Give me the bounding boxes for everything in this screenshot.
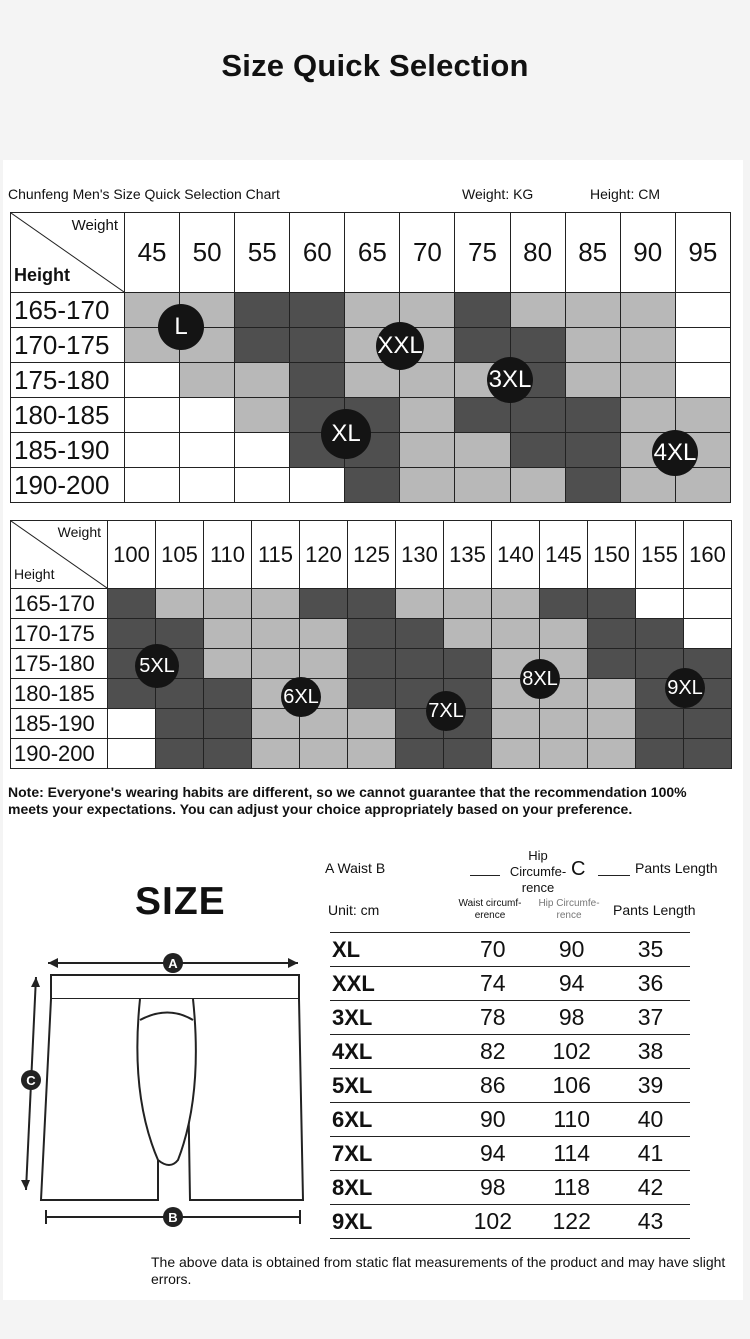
size-cell xyxy=(565,293,620,328)
size-label: 3XL xyxy=(330,1001,453,1035)
size-cell xyxy=(455,293,510,328)
length-value: 36 xyxy=(611,967,690,1001)
height-row-header: 190-200 xyxy=(11,739,108,769)
hip-value: 118 xyxy=(532,1171,611,1205)
size-cell xyxy=(348,589,396,619)
size-cell xyxy=(235,468,290,503)
size-cell xyxy=(675,398,730,433)
col-waist-header: Waist circumf- erence xyxy=(458,898,522,921)
size-cell xyxy=(620,398,675,433)
size-cell xyxy=(510,468,565,503)
length-value: 43 xyxy=(611,1205,690,1239)
weight-header: 70 xyxy=(400,213,455,293)
size-cell xyxy=(300,619,348,649)
height-row-header: 170-175 xyxy=(11,328,125,363)
length-value: 38 xyxy=(611,1035,690,1069)
size-cell xyxy=(588,679,636,709)
size-cell xyxy=(636,709,684,739)
size-cell xyxy=(156,589,204,619)
boxer-brief-diagram-icon xyxy=(18,945,318,1235)
size-cell xyxy=(675,328,730,363)
size-cell xyxy=(125,398,180,433)
height-unit-label: Height: CM xyxy=(590,186,661,202)
size-cell xyxy=(348,649,396,679)
size-cell xyxy=(348,739,396,769)
size-cell xyxy=(108,589,156,619)
size-badge-7xl: 7XL xyxy=(426,691,466,731)
size-cell xyxy=(348,619,396,649)
size-badge-xl: XL xyxy=(321,409,371,459)
size-cell xyxy=(588,739,636,769)
size-cell xyxy=(290,293,345,328)
marker-a: A xyxy=(168,956,178,971)
size-cell xyxy=(684,739,732,769)
size-label: 8XL xyxy=(330,1171,453,1205)
size-cell xyxy=(540,619,588,649)
waist-value: 82 xyxy=(453,1035,532,1069)
size-cell xyxy=(180,398,235,433)
size-cell xyxy=(300,649,348,679)
size-label: 7XL xyxy=(330,1137,453,1171)
measurement-row xyxy=(330,1137,690,1171)
height-row-header: 175-180 xyxy=(11,363,125,398)
waist-value: 74 xyxy=(453,967,532,1001)
size-cell xyxy=(204,619,252,649)
marker-b: B xyxy=(168,1210,178,1225)
weight-header: 140 xyxy=(492,521,540,589)
length-value: 35 xyxy=(611,933,690,967)
size-cell xyxy=(400,468,455,503)
waist-value: 102 xyxy=(453,1205,532,1239)
unit-label: Unit: cm xyxy=(328,902,380,918)
size-cell xyxy=(180,363,235,398)
size-cell xyxy=(510,293,565,328)
size-cell xyxy=(684,589,732,619)
weight-header: 60 xyxy=(290,213,345,293)
legend-dash-right xyxy=(598,875,630,876)
size-badge-6xl: 6XL xyxy=(281,677,321,717)
size-cell xyxy=(444,589,492,619)
col-length-header: Pants Length xyxy=(613,902,696,918)
size-cell xyxy=(444,739,492,769)
fit-note: Note: Everyone's wearing habits are different, so we cannot guarantee that the recommendation 100% meets your expectations. You can adjust your choice appropriately based on your preference. xyxy=(8,784,687,817)
marker-c: C xyxy=(26,1073,36,1088)
height-row-header: 165-170 xyxy=(11,589,108,619)
weight-header: 45 xyxy=(125,213,180,293)
weight-header: 75 xyxy=(455,213,510,293)
size-label: 5XL xyxy=(330,1069,453,1103)
hip-value: 90 xyxy=(532,933,611,967)
size-badge-8xl: 8XL xyxy=(520,659,560,699)
hip-value: 114 xyxy=(532,1137,611,1171)
size-cell xyxy=(300,739,348,769)
size-cell xyxy=(345,468,400,503)
weight-header: 120 xyxy=(300,521,348,589)
size-cell xyxy=(252,739,300,769)
size-cell xyxy=(125,433,180,468)
measurement-row xyxy=(330,1001,690,1035)
weight-header: 65 xyxy=(345,213,400,293)
hip-value: 102 xyxy=(532,1035,611,1069)
size-cell xyxy=(588,589,636,619)
height-row-header: 180-185 xyxy=(11,679,108,709)
size-cell xyxy=(400,293,455,328)
corner-cell xyxy=(11,521,108,589)
size-grid-2 xyxy=(10,520,732,769)
size-cell xyxy=(455,398,510,433)
size-cell xyxy=(492,709,540,739)
size-cell xyxy=(252,589,300,619)
hip-value: 98 xyxy=(532,1001,611,1035)
height-row-header: 180-185 xyxy=(11,398,125,433)
size-cell xyxy=(675,293,730,328)
weight-header: 155 xyxy=(636,521,684,589)
size-cell xyxy=(400,433,455,468)
measurement-row xyxy=(330,1171,690,1205)
waist-value: 94 xyxy=(453,1137,532,1171)
hip-value: 110 xyxy=(532,1103,611,1137)
length-value: 39 xyxy=(611,1069,690,1103)
weight-header: 80 xyxy=(510,213,565,293)
size-cell xyxy=(125,468,180,503)
size-cell xyxy=(108,739,156,769)
weight-header: 105 xyxy=(156,521,204,589)
size-cell xyxy=(455,433,510,468)
legend-pants-length: Pants Length xyxy=(635,860,718,876)
size-cell xyxy=(684,709,732,739)
size-cell xyxy=(510,398,565,433)
corner-cell xyxy=(11,213,125,293)
size-cell xyxy=(620,363,675,398)
corner-height-label: Height xyxy=(14,265,70,285)
waist-value: 86 xyxy=(453,1069,532,1103)
legend-hip: Hip Circumfe- rence xyxy=(509,848,567,895)
weight-header: 85 xyxy=(565,213,620,293)
size-cell xyxy=(125,363,180,398)
size-cell xyxy=(180,433,235,468)
size-badge-9xl: 9XL xyxy=(665,668,705,708)
size-cell xyxy=(204,709,252,739)
size-cell xyxy=(588,619,636,649)
length-value: 40 xyxy=(611,1103,690,1137)
size-badge-xxl: XXL xyxy=(376,322,424,370)
size-cell xyxy=(252,619,300,649)
waist-value: 90 xyxy=(453,1103,532,1137)
size-cell xyxy=(235,433,290,468)
size-cell xyxy=(492,739,540,769)
size-grid-1 xyxy=(10,212,731,503)
size-cell xyxy=(290,328,345,363)
size-label: XL xyxy=(330,933,453,967)
hip-value: 106 xyxy=(532,1069,611,1103)
size-cell xyxy=(300,589,348,619)
size-cell xyxy=(396,589,444,619)
size-cell xyxy=(156,739,204,769)
size-cell xyxy=(235,363,290,398)
size-cell xyxy=(636,619,684,649)
hip-value: 122 xyxy=(532,1205,611,1239)
legend-dash-left xyxy=(470,875,500,876)
size-cell xyxy=(180,468,235,503)
size-cell xyxy=(636,739,684,769)
size-cell xyxy=(455,468,510,503)
size-cell xyxy=(565,328,620,363)
size-cell xyxy=(588,709,636,739)
waist-value: 78 xyxy=(453,1001,532,1035)
size-cell xyxy=(675,363,730,398)
size-cell xyxy=(235,328,290,363)
size-cell xyxy=(620,293,675,328)
weight-header: 50 xyxy=(180,213,235,293)
size-label: 9XL xyxy=(330,1205,453,1239)
weight-header: 100 xyxy=(108,521,156,589)
page-title: Size Quick Selection xyxy=(221,48,529,83)
measurement-row xyxy=(330,967,690,1001)
height-row-header: 175-180 xyxy=(11,649,108,679)
size-cell xyxy=(156,709,204,739)
waist-value: 70 xyxy=(453,933,532,967)
size-cell xyxy=(636,589,684,619)
length-value: 37 xyxy=(611,1001,690,1035)
height-row-header: 170-175 xyxy=(11,619,108,649)
chart-title: Chunfeng Men's Size Quick Selection Chart xyxy=(8,186,280,202)
size-cell xyxy=(252,649,300,679)
size-cell xyxy=(400,398,455,433)
measurement-row xyxy=(330,1035,690,1069)
corner-weight-label: Weight xyxy=(57,524,101,540)
measurement-row xyxy=(330,1205,690,1239)
size-cell xyxy=(510,433,565,468)
weight-header: 160 xyxy=(684,521,732,589)
length-value: 41 xyxy=(611,1137,690,1171)
col-hip-header: Hip Circumfe- rence xyxy=(538,898,600,921)
size-cell xyxy=(444,619,492,649)
size-cell xyxy=(396,649,444,679)
size-cell xyxy=(540,739,588,769)
size-cell xyxy=(235,293,290,328)
weight-header: 135 xyxy=(444,521,492,589)
weight-header: 125 xyxy=(348,521,396,589)
size-label: 6XL xyxy=(330,1103,453,1137)
size-label: XXL xyxy=(330,967,453,1001)
size-cell xyxy=(588,649,636,679)
size-cell xyxy=(540,709,588,739)
weight-header: 115 xyxy=(252,521,300,589)
size-cell xyxy=(540,589,588,619)
weight-header: 150 xyxy=(588,521,636,589)
legend-waist: A Waist B xyxy=(325,860,386,876)
weight-header: 90 xyxy=(620,213,675,293)
size-cell xyxy=(565,468,620,503)
size-cell xyxy=(684,619,732,649)
hip-value: 94 xyxy=(532,967,611,1001)
corner-height-label: Height xyxy=(14,566,55,582)
size-badge-4xl: 4XL xyxy=(652,430,698,476)
weight-header: 130 xyxy=(396,521,444,589)
size-cell xyxy=(204,739,252,769)
measurement-row xyxy=(330,933,690,967)
weight-header: 95 xyxy=(675,213,730,293)
height-row-header: 185-190 xyxy=(11,433,125,468)
size-label: 4XL xyxy=(330,1035,453,1069)
size-cell xyxy=(396,739,444,769)
size-badge-3xl: 3XL xyxy=(487,357,533,403)
size-cell xyxy=(444,649,492,679)
weight-header: 145 xyxy=(540,521,588,589)
size-cell xyxy=(290,468,345,503)
size-cell xyxy=(620,328,675,363)
size-cell xyxy=(204,649,252,679)
weight-unit-label: Weight: KG xyxy=(462,186,534,202)
legend-hip-c: C xyxy=(571,858,586,880)
size-badge-5xl: 5XL xyxy=(135,644,179,688)
height-row-header: 185-190 xyxy=(11,709,108,739)
measurement-row xyxy=(330,1103,690,1137)
waist-value: 98 xyxy=(453,1171,532,1205)
size-cell xyxy=(492,589,540,619)
length-value: 42 xyxy=(611,1171,690,1205)
size-cell xyxy=(396,619,444,649)
size-cell xyxy=(565,433,620,468)
height-row-header: 190-200 xyxy=(11,468,125,503)
height-row-header: 165-170 xyxy=(11,293,125,328)
size-cell xyxy=(565,398,620,433)
size-cell xyxy=(204,679,252,709)
measurement-footnote: The above data is obtained from static flat measurements of the product and may have slight errors. xyxy=(151,1254,726,1287)
weight-header: 55 xyxy=(235,213,290,293)
size-badge-l: L xyxy=(158,304,204,350)
size-cell xyxy=(510,328,565,363)
size-cell xyxy=(565,363,620,398)
size-cell xyxy=(108,619,156,649)
size-heading: SIZE xyxy=(135,880,226,923)
size-cell xyxy=(492,619,540,649)
weight-header: 110 xyxy=(204,521,252,589)
size-cell xyxy=(348,709,396,739)
size-cell xyxy=(204,589,252,619)
corner-weight-label: Weight xyxy=(71,217,118,234)
measurement-row xyxy=(330,1069,690,1103)
size-cell xyxy=(290,363,345,398)
size-cell xyxy=(108,709,156,739)
size-cell xyxy=(235,398,290,433)
measurement-table xyxy=(330,932,690,1239)
size-cell xyxy=(348,679,396,709)
